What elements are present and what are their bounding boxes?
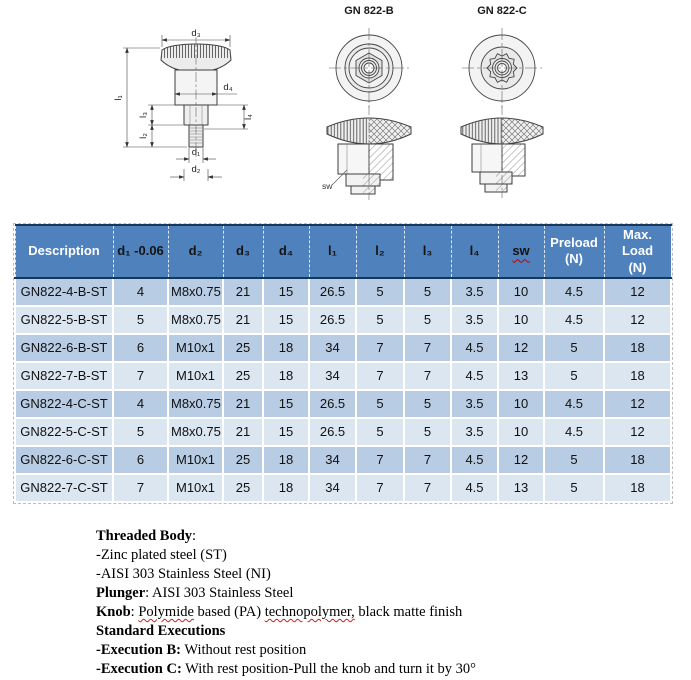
value-cell: 25 bbox=[223, 362, 263, 390]
value-cell: 5 bbox=[404, 306, 451, 334]
value-cell: M8x0.75 bbox=[168, 418, 223, 446]
value-cell: 3.5 bbox=[451, 306, 498, 334]
value-cell: 26.5 bbox=[309, 390, 356, 418]
value-cell: 5 bbox=[544, 474, 604, 502]
value-cell: M10x1 bbox=[168, 362, 223, 390]
value-cell: 15 bbox=[263, 418, 309, 446]
value-cell: 18 bbox=[604, 362, 671, 390]
notes-text-segment: -AISI 303 Stainless Steel (NI) bbox=[96, 566, 271, 582]
notes-line bbox=[96, 565, 596, 584]
spec-table-container bbox=[13, 223, 673, 504]
value-cell: 18 bbox=[263, 334, 309, 362]
value-cell: 7 bbox=[404, 446, 451, 474]
variant-b-top-view bbox=[329, 28, 409, 108]
value-cell: 4 bbox=[113, 278, 168, 306]
value-cell: 26.5 bbox=[309, 306, 356, 334]
col-header-sw: sw bbox=[498, 225, 544, 278]
value-cell: 3.5 bbox=[451, 278, 498, 306]
l4-label: l₄ bbox=[243, 114, 254, 120]
col-header-l1: l₁ bbox=[309, 225, 356, 278]
col-header-description: Description bbox=[15, 225, 113, 278]
notes-text-segment: technopolymer, bbox=[264, 604, 355, 620]
value-cell: 4.5 bbox=[451, 446, 498, 474]
value-cell: 12 bbox=[498, 334, 544, 362]
value-cell: 3.5 bbox=[451, 418, 498, 446]
value-cell: 21 bbox=[223, 390, 263, 418]
value-cell: 5 bbox=[356, 390, 404, 418]
value-cell: 7 bbox=[356, 362, 404, 390]
notes-line bbox=[96, 584, 596, 603]
value-cell: 18 bbox=[263, 474, 309, 502]
col-header-d4: d₄ bbox=[263, 225, 309, 278]
value-cell: 25 bbox=[223, 474, 263, 502]
value-cell: 5 bbox=[113, 306, 168, 334]
value-cell: M10x1 bbox=[168, 334, 223, 362]
value-cell: 4 bbox=[113, 390, 168, 418]
col-header-l3: l₃ bbox=[404, 225, 451, 278]
value-cell: 18 bbox=[604, 474, 671, 502]
d1-label: d₁ bbox=[191, 147, 201, 158]
notes-text-segment: Standard Executions bbox=[96, 623, 226, 639]
d4-label: d₄ bbox=[223, 82, 233, 93]
col-header-d1: d₁ -0.06 bbox=[113, 225, 168, 278]
table-row bbox=[15, 446, 671, 474]
col-header-l2: l₂ bbox=[356, 225, 404, 278]
value-cell: 15 bbox=[263, 390, 309, 418]
notes-text-segment: : bbox=[192, 528, 197, 544]
value-cell: 5 bbox=[113, 418, 168, 446]
value-cell: 5 bbox=[356, 418, 404, 446]
notes-text-segment: : AISI 303 Stainless Steel bbox=[145, 585, 294, 601]
spec-table-header bbox=[15, 225, 671, 278]
notes-text-segment: Without rest position bbox=[180, 642, 307, 658]
variant-b-side-view bbox=[327, 105, 411, 200]
table-row bbox=[15, 390, 671, 418]
value-cell: 7 bbox=[404, 362, 451, 390]
table-row bbox=[15, 306, 671, 334]
value-cell: 13 bbox=[498, 474, 544, 502]
value-cell: 5 bbox=[544, 446, 604, 474]
description-cell: GN822-4-C-ST bbox=[15, 390, 113, 418]
value-cell: 5 bbox=[544, 334, 604, 362]
notes-line bbox=[96, 527, 596, 546]
value-cell: 4.5 bbox=[451, 362, 498, 390]
col-header-max-load: Max. Load (N) bbox=[604, 225, 671, 278]
value-cell: 7 bbox=[356, 334, 404, 362]
value-cell: 18 bbox=[604, 446, 671, 474]
value-cell: 21 bbox=[223, 306, 263, 334]
col-header-d3: d₃ bbox=[223, 225, 263, 278]
value-cell: 5 bbox=[404, 278, 451, 306]
value-cell: 25 bbox=[223, 334, 263, 362]
description-cell: GN822-6-B-ST bbox=[15, 334, 113, 362]
value-cell: 7 bbox=[404, 474, 451, 502]
notes-text-segment: Knob bbox=[96, 604, 131, 620]
value-cell: 5 bbox=[544, 362, 604, 390]
value-cell: 34 bbox=[309, 446, 356, 474]
value-cell: 34 bbox=[309, 334, 356, 362]
dimension-drawing bbox=[106, 14, 271, 219]
notes-line bbox=[96, 622, 596, 641]
notes-text-segment: With rest position-Pull the knob and turn it by 30° bbox=[181, 661, 476, 677]
col-header-preload: Preload (N) bbox=[544, 225, 604, 278]
value-cell: 25 bbox=[223, 446, 263, 474]
value-cell: 15 bbox=[263, 306, 309, 334]
l3-label: l₃ bbox=[138, 112, 149, 118]
notes-text-segment: -Execution C: bbox=[96, 661, 182, 677]
value-cell: 12 bbox=[604, 278, 671, 306]
value-cell: 12 bbox=[604, 390, 671, 418]
notes-text-segment: -Execution B: bbox=[96, 642, 181, 658]
notes-line bbox=[96, 660, 596, 679]
description-cell: GN822-6-C-ST bbox=[15, 446, 113, 474]
value-cell: 10 bbox=[498, 418, 544, 446]
value-cell: 26.5 bbox=[309, 418, 356, 446]
table-row bbox=[15, 474, 671, 502]
notes-text-segment: : bbox=[130, 604, 139, 620]
d3-label: d₃ bbox=[191, 28, 201, 39]
value-cell: 4.5 bbox=[544, 278, 604, 306]
variant-c-title: GN 822-C bbox=[477, 5, 527, 17]
table-row bbox=[15, 334, 671, 362]
value-cell: M10x1 bbox=[168, 474, 223, 502]
value-cell: 26.5 bbox=[309, 278, 356, 306]
l1-label: l₁ bbox=[113, 95, 124, 101]
value-cell: 18 bbox=[263, 362, 309, 390]
sw-label: sw bbox=[322, 181, 333, 191]
spec-table-body bbox=[15, 278, 671, 502]
value-cell: 18 bbox=[604, 334, 671, 362]
value-cell: 5 bbox=[404, 418, 451, 446]
value-cell: 5 bbox=[404, 390, 451, 418]
value-cell: 4.5 bbox=[451, 334, 498, 362]
description-cell: GN822-5-B-ST bbox=[15, 306, 113, 334]
value-cell: 4.5 bbox=[544, 306, 604, 334]
table-row bbox=[15, 418, 671, 446]
value-cell: 21 bbox=[223, 278, 263, 306]
table-row bbox=[15, 362, 671, 390]
notes-text-segment: Polymide bbox=[138, 604, 194, 620]
notes-text-segment: Threaded Body bbox=[96, 528, 193, 544]
value-cell: 5 bbox=[356, 306, 404, 334]
value-cell: 10 bbox=[498, 390, 544, 418]
value-cell: 6 bbox=[113, 334, 168, 362]
value-cell: 12 bbox=[498, 446, 544, 474]
col-header-d2: d₂ bbox=[168, 225, 223, 278]
notes-text-segment: black matte finish bbox=[354, 604, 463, 620]
value-cell: M8x0.75 bbox=[168, 390, 223, 418]
value-cell: 6 bbox=[113, 446, 168, 474]
value-cell: 34 bbox=[309, 474, 356, 502]
notes-text-segment: based (PA) bbox=[193, 604, 265, 620]
notes bbox=[96, 527, 596, 679]
value-cell: 12 bbox=[604, 418, 671, 446]
value-cell: M8x0.75 bbox=[168, 278, 223, 306]
value-cell: 4.5 bbox=[544, 390, 604, 418]
description-cell: GN822-7-C-ST bbox=[15, 474, 113, 502]
d2-label: d₂ bbox=[191, 164, 201, 175]
spec-table bbox=[14, 224, 672, 503]
value-cell: 18 bbox=[263, 446, 309, 474]
value-cell: 3.5 bbox=[451, 390, 498, 418]
value-cell: 10 bbox=[498, 278, 544, 306]
col-header-l4: l₄ bbox=[451, 225, 498, 278]
notes-line bbox=[96, 641, 596, 660]
value-cell: M10x1 bbox=[168, 446, 223, 474]
value-cell: 21 bbox=[223, 418, 263, 446]
description-cell: GN822-5-C-ST bbox=[15, 418, 113, 446]
notes-line bbox=[96, 546, 596, 565]
description-cell: GN822-4-B-ST bbox=[15, 278, 113, 306]
value-cell: 7 bbox=[356, 446, 404, 474]
table-row bbox=[15, 278, 671, 306]
value-cell: 15 bbox=[263, 278, 309, 306]
notes-text-segment: Plunger bbox=[96, 585, 146, 601]
value-cell: 7 bbox=[356, 474, 404, 502]
value-cell: 7 bbox=[113, 362, 168, 390]
description-cell: GN822-7-B-ST bbox=[15, 362, 113, 390]
variant-c-drawing bbox=[458, 2, 553, 207]
variant-c-top-view bbox=[462, 28, 542, 108]
value-cell: 7 bbox=[404, 334, 451, 362]
value-cell: 7 bbox=[113, 474, 168, 502]
value-cell: 13 bbox=[498, 362, 544, 390]
notes-text-segment: -Zinc plated steel (ST) bbox=[96, 547, 227, 563]
value-cell: M8x0.75 bbox=[168, 306, 223, 334]
value-cell: 4.5 bbox=[544, 418, 604, 446]
value-cell: 34 bbox=[309, 362, 356, 390]
value-cell: 5 bbox=[356, 278, 404, 306]
value-cell: 10 bbox=[498, 306, 544, 334]
variant-b-title: GN 822-B bbox=[344, 5, 394, 17]
value-cell: 4.5 bbox=[451, 474, 498, 502]
l2-label: l₂ bbox=[138, 133, 149, 139]
notes-line bbox=[96, 603, 596, 622]
variant-c-side-view bbox=[461, 105, 543, 198]
value-cell: 12 bbox=[604, 306, 671, 334]
variant-b-drawing bbox=[320, 2, 420, 207]
